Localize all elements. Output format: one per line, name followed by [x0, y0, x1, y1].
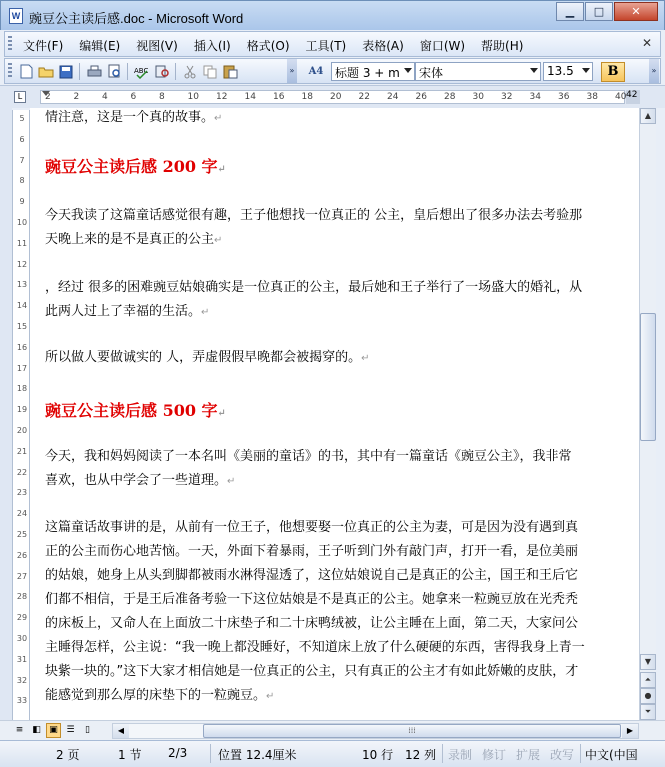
vruler-tick-label: 18	[16, 384, 28, 394]
font-size-dropdown[interactable]	[543, 62, 593, 81]
minimize-icon: ▁	[565, 5, 575, 18]
paragraph-mark: ↵	[227, 476, 236, 487]
menu-help[interactable]: 帮助(H)	[481, 39, 524, 53]
ruler-tick-label: 2	[45, 92, 51, 102]
horizontal-scroll-thumb[interactable]	[203, 724, 621, 738]
double-down-icon: ⏷	[644, 707, 652, 716]
indent-marker[interactable]	[42, 91, 50, 96]
toolbar-separator	[127, 63, 128, 80]
chevron-down-icon	[530, 68, 538, 73]
vertical-ruler-background	[0, 108, 12, 720]
vruler-tick-label: 13	[16, 280, 28, 290]
status-language[interactable]: 中文(中国	[585, 748, 638, 762]
doc-text: 主睡得怎样，公主说：“我一晚上都没睡好，不知道床上放了什么硬硬的东西，害得我身上青一	[45, 640, 585, 655]
ruler-tick-label: 36	[558, 92, 570, 102]
doc-text: 所以做人要做诚实的 人，弄虚假假早晚都会被揭穿的。	[45, 350, 362, 365]
vruler-tick-label: 5	[19, 114, 25, 123]
scroll-right-button[interactable]	[622, 724, 638, 738]
vruler-tick-label: 15	[16, 322, 28, 331]
doc-text: 情注意，这是一个真的故事。	[45, 110, 215, 125]
word-app-icon[interactable]: W	[9, 8, 23, 24]
vruler-tick-label: 9	[19, 197, 25, 207]
status-section: 1 节	[118, 748, 142, 762]
ruler-tick-label: 2	[73, 92, 80, 102]
bold-button[interactable]: B	[601, 62, 625, 82]
print-layout-view-button[interactable]	[46, 723, 61, 738]
vruler-tick-label: 29	[16, 613, 28, 623]
arrow-left-icon: ◀	[117, 726, 125, 735]
vruler-tick-label: 33	[16, 696, 28, 706]
doc-text: 块紫一块的。”这下大家才相信她是一位真正的公主，只有真正的公主才有如此娇嫩的皮肤，才	[45, 664, 579, 679]
chevron-down-icon	[582, 68, 590, 73]
svg-text:ABC: ABC	[134, 66, 149, 75]
doc-line	[45, 276, 582, 295]
scroll-down-button[interactable]	[640, 654, 656, 670]
paragraph-mark: ↵	[266, 691, 275, 702]
outline-view-icon: ☰	[66, 725, 75, 735]
status-overtype[interactable]: 改写	[550, 748, 575, 762]
vertical-scroll-thumb[interactable]	[640, 313, 656, 441]
doc-text: 的床板上，又命人在上面放二十床垫子和二十床鸭绒被，让公主睡在上面，第二天，大家问公	[45, 616, 579, 631]
toolbar-overflow-chevron[interactable]: »	[287, 59, 297, 83]
print-icon[interactable]	[85, 63, 103, 80]
print-preview-icon[interactable]	[105, 63, 123, 80]
doc-line	[45, 684, 274, 703]
doc-line	[45, 540, 578, 559]
select-browse-object-button[interactable]	[640, 688, 656, 704]
doc-line	[45, 300, 209, 319]
doc-line	[45, 516, 578, 535]
ruler-tick-label: 38	[586, 92, 598, 102]
ruler-tick-label: 14	[244, 92, 256, 102]
reading-view-icon: ▯	[85, 725, 90, 735]
doc-text: 这篇童话故事讲的是，从前有一位王子，他想要娶一位真正的公主为妻，可是因为没有遇到真	[45, 520, 579, 535]
styles-icon-label: A4	[308, 66, 324, 77]
menu-file[interactable]: 文件(F)	[23, 39, 64, 53]
ruler-end-label	[626, 90, 640, 104]
doc-line	[45, 612, 578, 631]
ruler-tick-label: 18	[301, 92, 313, 102]
doc-text: 今天，我和妈妈阅读了一本名叫《美丽的童话》的书，其中有一篇童话《豌豆公主》，我非常	[45, 449, 572, 464]
status-row: 10 行	[362, 748, 394, 762]
paragraph-mark: ↵	[217, 408, 226, 419]
menu-tools[interactable]: 工具(T)	[305, 39, 347, 53]
doc-line	[45, 204, 582, 223]
arrow-down-icon: ▼	[644, 657, 652, 666]
vruler-tick-label: 28	[16, 592, 28, 602]
toolbar-overflow-chevron[interactable]: »	[649, 59, 659, 83]
vruler-tick-label: 32	[16, 675, 28, 685]
ruler-tick-label: 24	[387, 92, 399, 102]
ruler-tick-label: 34	[529, 92, 541, 102]
chevron-down-icon	[404, 68, 412, 73]
status-track-changes[interactable]: 修订	[482, 748, 507, 762]
vertical-scrollbar[interactable]	[639, 108, 656, 720]
vruler-tick-label: 14	[16, 301, 28, 311]
vruler-tick-label: 11	[16, 238, 28, 248]
close-icon: ✕	[631, 5, 641, 18]
vruler-tick-label: 10	[16, 218, 28, 227]
doc-text: ，经过 很多的困难豌豆姑娘确实是一位真正的公主，最后她和王子举行了一场盛大的婚礼，从	[45, 280, 583, 295]
paragraph-mark: ↵	[361, 353, 370, 364]
vruler-tick-label: 26	[16, 550, 28, 560]
browse-object-icon: ●	[644, 691, 652, 700]
maximize-button[interactable]	[585, 2, 613, 21]
style-dropdown[interactable]	[331, 62, 415, 81]
maximize-icon: □	[593, 5, 605, 18]
scroll-up-button[interactable]	[640, 108, 656, 124]
menu-insert[interactable]: 插入(I)	[193, 39, 231, 53]
vertical-ruler[interactable]	[12, 110, 30, 720]
print-layout-icon: ▣	[49, 725, 58, 735]
arrow-right-icon: ▶	[626, 726, 634, 735]
web-view-icon: ◧	[32, 725, 41, 735]
window-title: 豌豆公主读后感.doc - Microsoft Word	[29, 11, 244, 26]
ruler-tick-label: 32	[501, 92, 513, 102]
vruler-tick-label: 30	[16, 634, 28, 643]
vruler-tick-label: 17	[16, 363, 28, 373]
status-separator	[580, 744, 581, 763]
doc-text: 此两人过上了幸福的生活。	[45, 304, 202, 319]
styles-and-formatting-icon[interactable]	[307, 63, 325, 80]
vruler-tick-label: 24	[16, 509, 28, 519]
close-button[interactable]	[614, 2, 658, 21]
close-document-icon[interactable]: ✕	[641, 36, 652, 50]
menu-window[interactable]: 窗口(W)	[419, 39, 466, 53]
vruler-tick-label: 19	[16, 405, 28, 415]
doc-line	[45, 636, 585, 655]
copy-icon[interactable]	[201, 63, 219, 80]
doc-text: 正的公主而伤心地苦恼。一天，外面下着暴雨，王子听到门外有敲门声，打开一看，是位美丽	[45, 544, 579, 559]
vruler-tick-label: 21	[16, 446, 28, 456]
open-folder-icon[interactable]	[37, 63, 55, 80]
reading-layout-view-button[interactable]	[80, 723, 95, 738]
next-page-button[interactable]	[640, 704, 656, 720]
vruler-tick-label: 27	[16, 571, 28, 581]
ruler-tick-label: 40	[615, 92, 627, 102]
vruler-tick-label: 22	[16, 467, 28, 477]
research-icon[interactable]	[153, 63, 171, 80]
ruler-tick-label: 26	[415, 92, 427, 102]
doc-line	[45, 108, 222, 125]
vruler-tick-label: 25	[16, 530, 28, 539]
paragraph-mark: ↵	[201, 307, 210, 318]
normal-view-icon: ≡	[15, 725, 24, 735]
toolbar-separator	[79, 63, 80, 80]
doc-text: 能感觉到那么厚的床垫下的一粒豌豆。	[45, 688, 267, 703]
menu-edit[interactable]: 编辑(E)	[79, 39, 121, 53]
menu-bar	[4, 31, 661, 57]
status-extend-selection[interactable]: 扩展	[516, 748, 541, 762]
previous-page-button[interactable]	[640, 672, 656, 688]
status-page: 2 页	[56, 748, 80, 762]
doc-text: 的姑娘，她身上从头到脚都被雨水淋得湿透了，这位姑娘说自己是真正的公主，国王和王后它	[45, 568, 579, 583]
menu-table[interactable]: 表格(A)	[362, 39, 404, 53]
minimize-button[interactable]	[556, 2, 584, 21]
spelling-check-icon[interactable]	[133, 63, 151, 80]
outline-view-button[interactable]	[63, 723, 78, 738]
menu-items	[23, 37, 539, 54]
title-bar[interactable]	[0, 0, 665, 30]
menu-format[interactable]: 格式(O)	[246, 39, 290, 53]
grip-icon: ⁞⁞⁞	[408, 726, 416, 735]
ruler-end-value: 42	[626, 90, 638, 100]
ruler-tick-label: 30	[472, 92, 484, 102]
heading-text: 豌豆公主读后感 500 字	[45, 401, 218, 420]
doc-line	[45, 228, 222, 247]
doc-line	[45, 588, 578, 607]
horizontal-scrollbar[interactable]	[112, 723, 639, 739]
paste-icon[interactable]	[221, 63, 239, 80]
doc-line	[45, 346, 370, 365]
status-record-macro[interactable]: 录制	[448, 748, 473, 762]
doc-text: 喜欢，也从中学会了一些道理。	[45, 473, 228, 488]
doc-line	[45, 564, 578, 583]
heading-text: 豌豆公主读后感 200 字	[45, 157, 218, 176]
vruler-tick-label: 12	[16, 259, 28, 269]
web-layout-view-button[interactable]	[29, 723, 44, 738]
ruler-tick-label: 8	[159, 92, 165, 102]
doc-line	[45, 469, 235, 488]
ruler-tick-label: 6	[130, 92, 137, 102]
font-dropdown-value: 宋体	[419, 66, 444, 80]
new-document-icon[interactable]	[17, 63, 35, 80]
arrow-up-icon: ▲	[644, 111, 652, 120]
style-dropdown-value: 标题 3 + m	[335, 66, 400, 80]
font-dropdown[interactable]	[415, 62, 541, 81]
ruler-tick-label: 16	[273, 92, 285, 102]
heading-500	[45, 398, 226, 421]
ruler-tick-label: 10	[187, 92, 199, 102]
menu-view[interactable]: 视图(V)	[136, 39, 178, 53]
double-up-icon: ⏶	[644, 675, 652, 684]
ruler-tick-label: 4	[102, 92, 108, 102]
paragraph-mark: ↵	[217, 164, 226, 175]
status-separator	[210, 744, 211, 763]
status-position: 位置 12.4厘米	[218, 748, 297, 762]
ruler-bar[interactable]	[40, 90, 625, 104]
horizontal-ruler	[0, 85, 665, 108]
heading-200	[45, 154, 226, 177]
tab-selector[interactable]: L	[14, 91, 26, 103]
normal-view-button[interactable]	[12, 723, 27, 738]
status-column: 12 列	[405, 748, 437, 762]
doc-line	[45, 660, 578, 679]
window-controls	[555, 2, 658, 21]
save-icon[interactable]	[57, 63, 75, 80]
toolbar-grip-handle[interactable]	[8, 63, 12, 79]
ruler-tick-label: 20	[330, 92, 342, 102]
vruler-tick-label: 16	[16, 342, 28, 352]
vruler-tick-label: 23	[16, 488, 28, 498]
formatting-toolbar	[4, 58, 661, 84]
doc-line	[45, 445, 572, 464]
toolbar-separator	[175, 63, 176, 80]
paragraph-mark: ↵	[214, 113, 223, 124]
vruler-tick-label: 6	[19, 134, 25, 144]
font-size-value: 13.5	[547, 64, 574, 78]
vruler-tick-label: 7	[19, 155, 25, 165]
status-bar	[0, 740, 665, 767]
view-and-scroll-bar	[0, 720, 665, 740]
status-page-count: 2/3	[168, 746, 188, 760]
doc-text: 们都不相信，于是王后准备考验一下这位姑娘是不是真正的公主。她拿来一粒豌豆放在光秃秃	[45, 592, 579, 607]
doc-text: 天晚上来的是不是真正的公主	[45, 232, 215, 247]
scroll-left-button[interactable]	[113, 724, 129, 738]
ruler-tick-label: 22	[358, 92, 370, 102]
vruler-tick-label: 20	[16, 426, 28, 435]
menu-grip-handle[interactable]	[8, 36, 12, 52]
doc-text: 今天我读了这篇童话感觉很有趣，王子他想找一位真正的 公主，皇后想出了很多办法去考验那	[45, 208, 583, 223]
ruler-tick-label: 28	[444, 92, 456, 102]
vruler-tick-label: 8	[19, 176, 25, 186]
vruler-tick-label: 31	[16, 654, 28, 664]
document-page[interactable]	[30, 108, 639, 720]
paragraph-mark: ↵	[214, 235, 223, 246]
cut-icon[interactable]	[181, 63, 199, 80]
ruler-tick-label: 12	[216, 92, 228, 102]
status-separator	[442, 744, 443, 763]
